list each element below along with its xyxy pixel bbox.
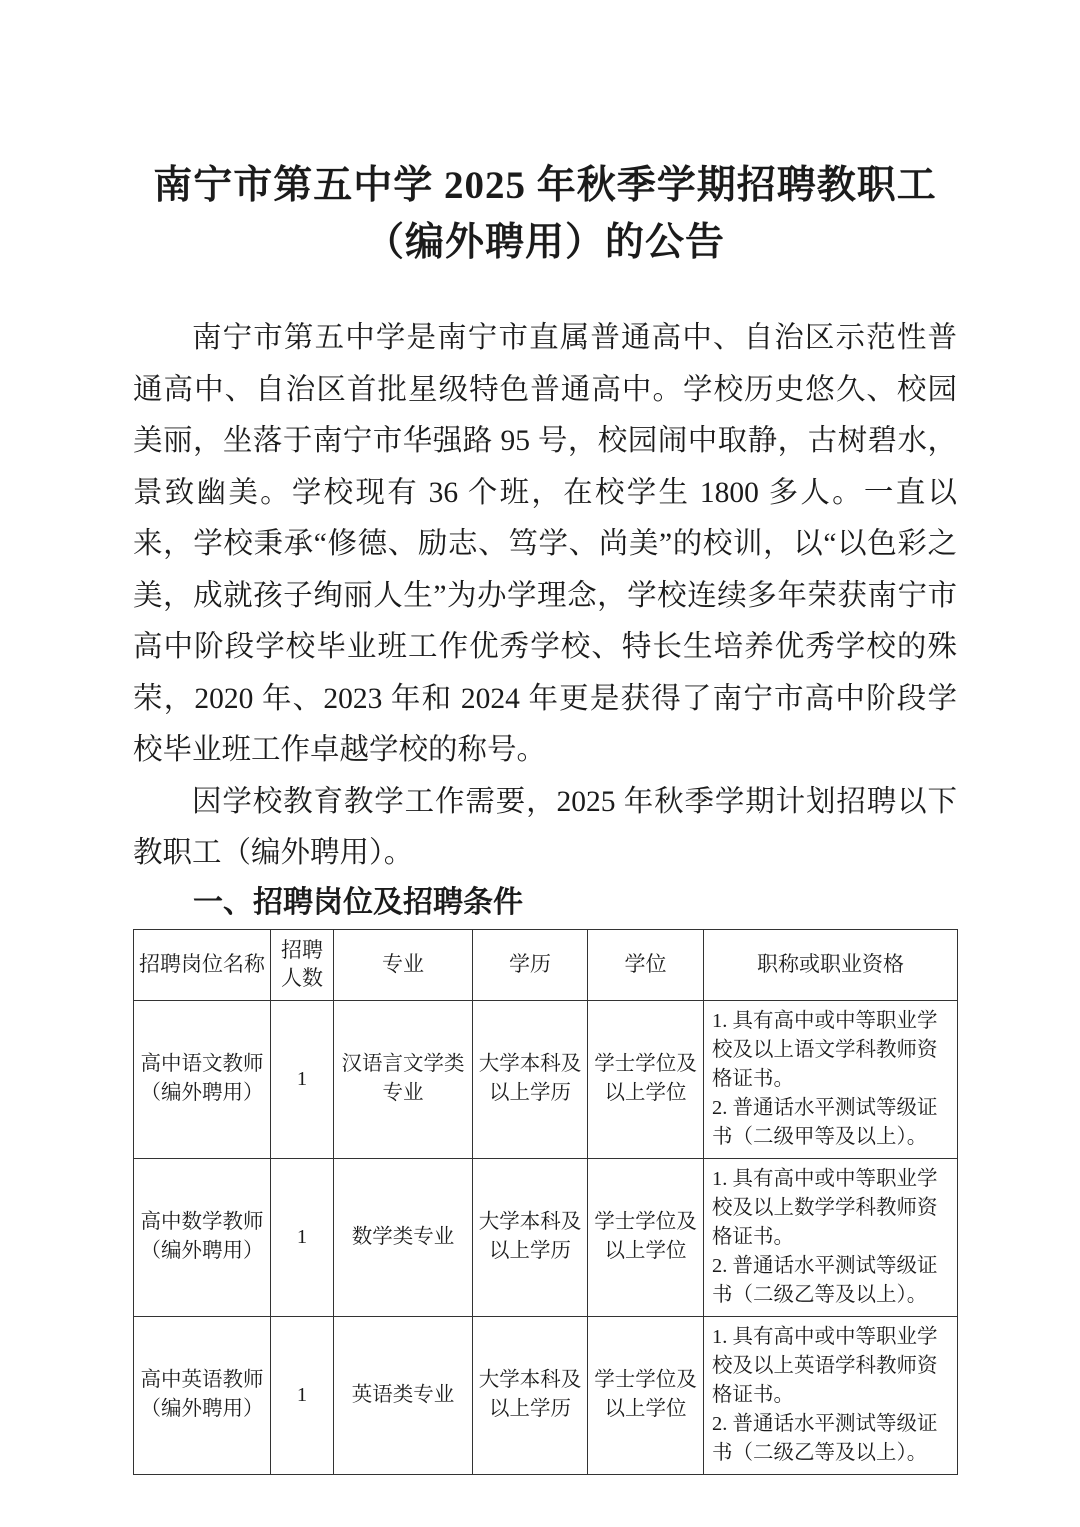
recruitment-table (133, 929, 958, 1475)
table-header-row (134, 929, 958, 1000)
cell-position: 高中语文教师（编外聘用） (134, 1000, 271, 1158)
qualification-item: 1. 具有高中或中等职业学校及以上语文学科教师资格证书。 (712, 1009, 938, 1090)
cell-major: 英语类专业 (334, 1316, 473, 1474)
cell-degree: 学士学位及以上学位 (588, 1316, 704, 1474)
page-title-line1: 南宁市第五中学 2025 年秋季学期招聘教职工 (153, 164, 937, 207)
cell-headcount: 1 (271, 1316, 334, 1474)
cell-education: 大学本科及以上学历 (473, 1000, 588, 1158)
qualification-item: 2. 普通话水平测试等级证书（二级乙等及以上）。 (712, 1412, 938, 1464)
table-row (134, 1316, 958, 1474)
column-header: 学历 (473, 929, 588, 1000)
column-header: 专业 (334, 929, 473, 1000)
cell-education: 大学本科及以上学历 (473, 1158, 588, 1316)
cell-headcount: 1 (271, 1158, 334, 1316)
qualification-item: 1. 具有高中或中等职业学校及以上数学学科教师资格证书。 (712, 1167, 938, 1248)
table-row (134, 1000, 958, 1158)
column-header: 招聘人数 (271, 929, 334, 1000)
column-header: 学位 (588, 929, 704, 1000)
section-heading-positions: 一、招聘岗位及招聘条件 (193, 885, 523, 919)
cell-qualifications (704, 1316, 958, 1474)
table-row (134, 1158, 958, 1316)
column-header: 职称或职业资格 (704, 929, 958, 1000)
cell-major: 数学类专业 (334, 1158, 473, 1316)
qualification-item: 2. 普通话水平测试等级证书（二级甲等及以上）。 (712, 1096, 938, 1148)
cell-degree: 学士学位及以上学位 (588, 1000, 704, 1158)
recruitment-plan-paragraph: 因学校教育教学工作需要，2025 年秋季学期计划招聘以下教职工（编外聘用）。 (133, 785, 957, 869)
cell-degree: 学士学位及以上学位 (588, 1158, 704, 1316)
page-title (133, 157, 957, 271)
qualification-item: 2. 普通话水平测试等级证书（二级乙等及以上）。 (712, 1254, 938, 1306)
cell-position: 高中英语教师（编外聘用） (134, 1316, 271, 1474)
qualification-item: 1. 具有高中或中等职业学校及以上英语学科教师资格证书。 (712, 1325, 938, 1406)
cell-education: 大学本科及以上学历 (473, 1316, 588, 1474)
cell-qualifications (704, 1000, 958, 1158)
page-title-line2: （编外聘用）的公告 (364, 221, 725, 264)
cell-headcount: 1 (271, 1000, 334, 1158)
cell-position: 高中数学教师（编外聘用） (134, 1158, 271, 1316)
column-header: 招聘岗位名称 (134, 929, 271, 1000)
intro-paragraph: 南宁市第五中学是南宁市直属普通高中、自治区示范性普通高中、自治区首批星级特色普通高中。学校历史悠久、校园美丽，坐落于南宁市华强路 95 号，校园闹中取静，古树碧水，景致幽美。学校现有 36 个班，在校学生 1800 多人。一直以来，学校秉承“修德、励志、笃学、尚美”的校训，以“以色彩之美，成就孩子绚丽人生”为办学理念，学校连续多年荣获南宁市高中阶段学校毕业班工作优秀学校、特长生培养优秀学校的殊荣，2020 年、2023 年和 2024 年更是获得了南宁市高中阶段学校毕业班工作卓越学校的称号。 (133, 322, 957, 766)
table-body (134, 1000, 958, 1474)
cell-qualifications (704, 1158, 958, 1316)
cell-major: 汉语言文学类专业 (334, 1000, 473, 1158)
